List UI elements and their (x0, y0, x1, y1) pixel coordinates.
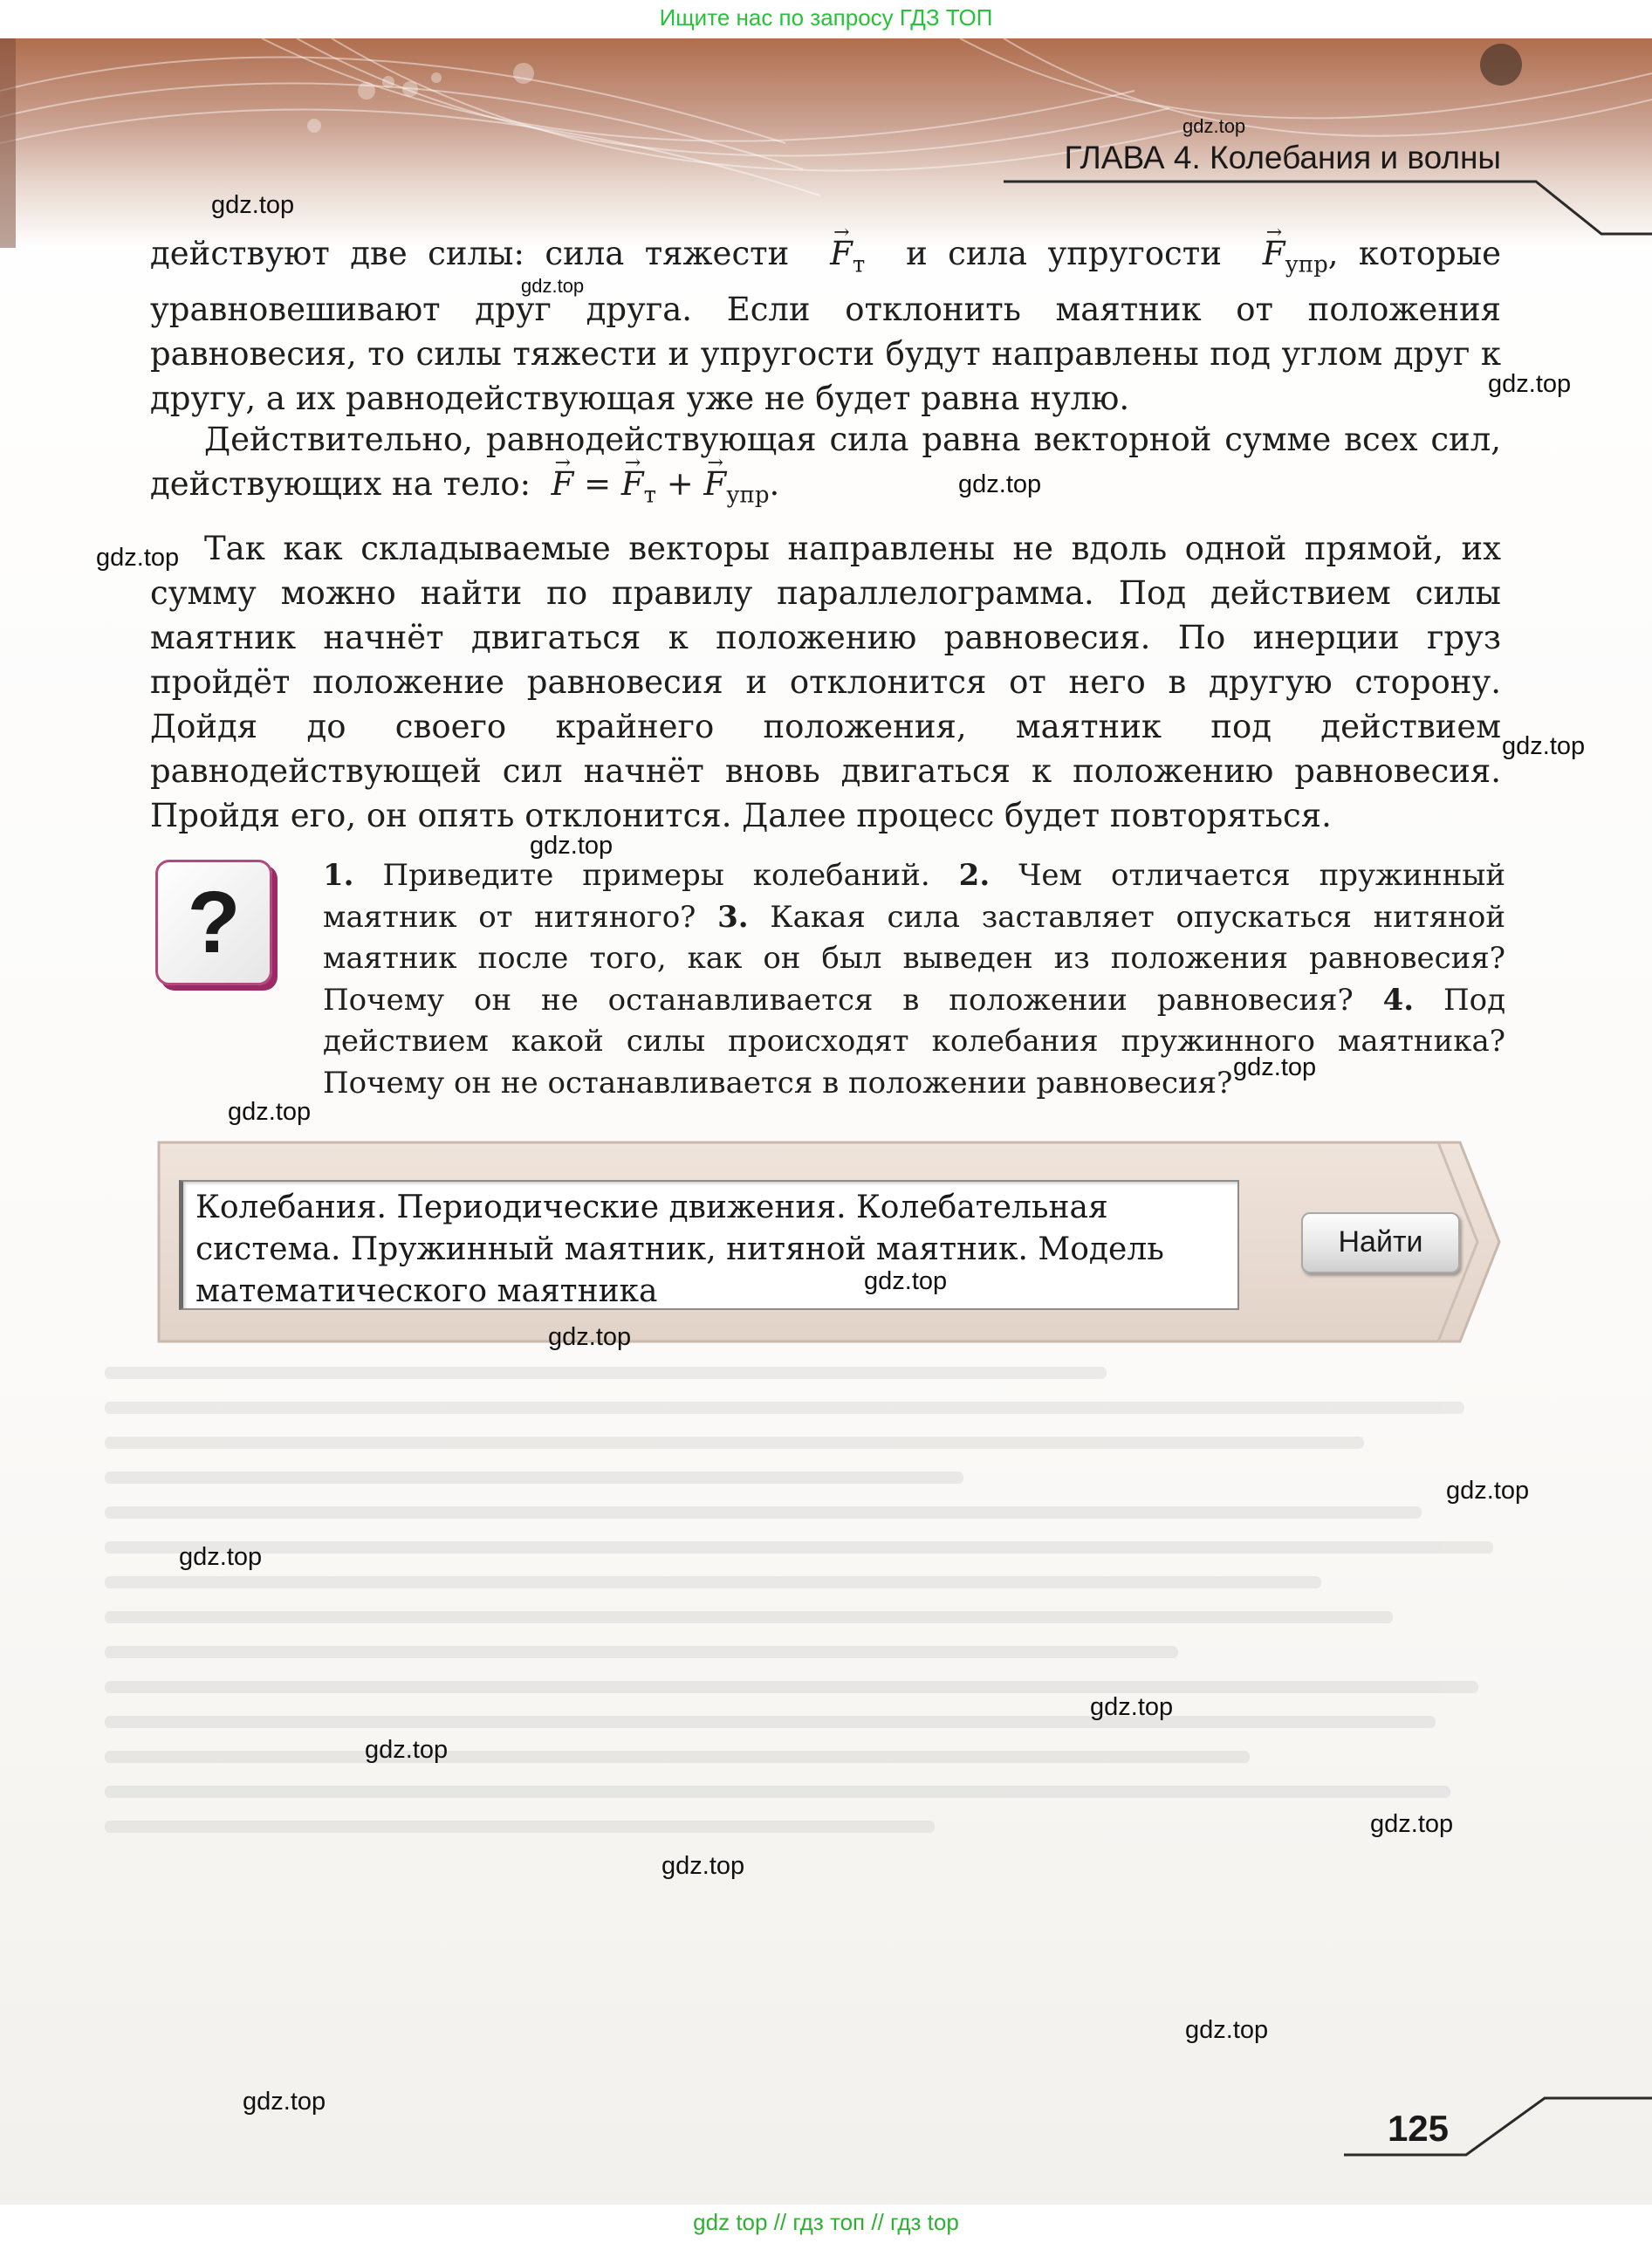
p1-text: действуют две силы: сила тяжести (150, 235, 790, 272)
q4-number: 4. (1382, 982, 1415, 1018)
watermark: gdz.top (365, 1736, 449, 1764)
vector-ft-subscript: т (852, 251, 866, 278)
q3-text: Какая сила заставляет опускаться нитяной маятник после того, как он был выведен из положения равновесия? Почему он не останавливается в положении равновесия? (323, 899, 1505, 1018)
formula-ft: → F (621, 462, 644, 506)
watermark: gdz.top (228, 1098, 312, 1126)
formula-plus: + (666, 465, 694, 503)
watermark: gdz.top (1185, 2016, 1269, 2044)
watermark: gdz.top (1182, 115, 1246, 137)
p1-end-text: , которые уравновешивают друг друга. Если отклонить маятник от положения равновесия, то силы тяжести и упругости будут направлены под углом друг к другу, а их равнодействующая уже не будет равна нулю. (150, 235, 1502, 418)
chapter-title: ГЛАВА 4. Колебания и волны (1064, 140, 1501, 175)
watermark: gdz.top (211, 191, 295, 219)
p2-end: . (769, 465, 780, 503)
q3-number: 3. (717, 899, 749, 935)
formula-fupr: → F (704, 462, 727, 506)
bottom-banner[interactable]: gdz top // гдз топ // гдз top (0, 2205, 1652, 2243)
watermark: gdz.top (864, 1267, 948, 1295)
watermark: gdz.top (958, 470, 1042, 498)
watermark: gdz.top (1446, 1477, 1530, 1505)
watermark: gdz.top (530, 832, 614, 860)
watermark: gdz.top (243, 2088, 326, 2116)
vector-ft-symbol: → F (830, 231, 853, 276)
p2-text: Действительно, равнодействующая сила равна векторной сумме всех сил, действующих на тело: (150, 421, 1501, 503)
watermark: gdz.top (521, 275, 585, 297)
formula-ft-subscript: т (643, 482, 656, 509)
p1-mid-text: и сила упругости (906, 235, 1222, 272)
vector-fupr-subscript: упр (1285, 251, 1328, 278)
watermark: gdz.top (1488, 370, 1572, 398)
q1-text: Приведите примеры колебаний. (382, 858, 930, 893)
q4-text: Под действием какой силы происходят колебания пружинного маятника? Почему он не останавливается в положении равновесия? (323, 982, 1506, 1101)
q1-number: 1. (323, 858, 354, 893)
formula-f: → F (552, 462, 574, 506)
formula-fupr-subscript: упр (726, 482, 770, 509)
watermark: gdz.top (179, 1543, 263, 1571)
formula-equals: = (584, 465, 612, 503)
watermark: gdz.top (1502, 732, 1586, 760)
watermark: gdz.top (1233, 1053, 1317, 1081)
watermark: gdz.top (1370, 1810, 1454, 1838)
watermark: gdz.top (1090, 1693, 1174, 1721)
q2-text: Чем отличается пружинный маятник от нитяного? (323, 858, 1506, 935)
watermark: gdz.top (661, 1852, 745, 1880)
page-number: 125 (1387, 2108, 1450, 2149)
search-input-text[interactable]: Колебания. Периодические движения. Колебательная система. Пружинный маятник, нитяной маятник. Модель математического маятника (195, 1190, 1164, 1309)
vector-fupr-symbol: → F (1263, 231, 1285, 276)
question-mark-icon: ? (187, 874, 241, 971)
find-button[interactable]: Найти (1301, 1212, 1460, 1273)
top-banner[interactable]: Ищите нас по запросу ГДЗ ТОП (0, 0, 1652, 38)
q2-number: 2. (958, 858, 991, 893)
watermark: gdz.top (96, 544, 180, 572)
watermark: gdz.top (548, 1323, 632, 1351)
p3-text: Так как складываемые векторы направлены не вдоль одной прямой, их сумму можно найти по правилу параллелограмма. Под действием силы маятник начнёт двигаться к положению равновесия. По инерции груз пройдёт положение равновесия и отклонится от него в другую сторону. Дойдя до своего крайнего положения, маятник под действием равнодействующей сил начнёт вновь двигаться к положению равновесия. Пройдя его, он опять отклонится. Далее процесс будет повторяться. (150, 530, 1501, 834)
